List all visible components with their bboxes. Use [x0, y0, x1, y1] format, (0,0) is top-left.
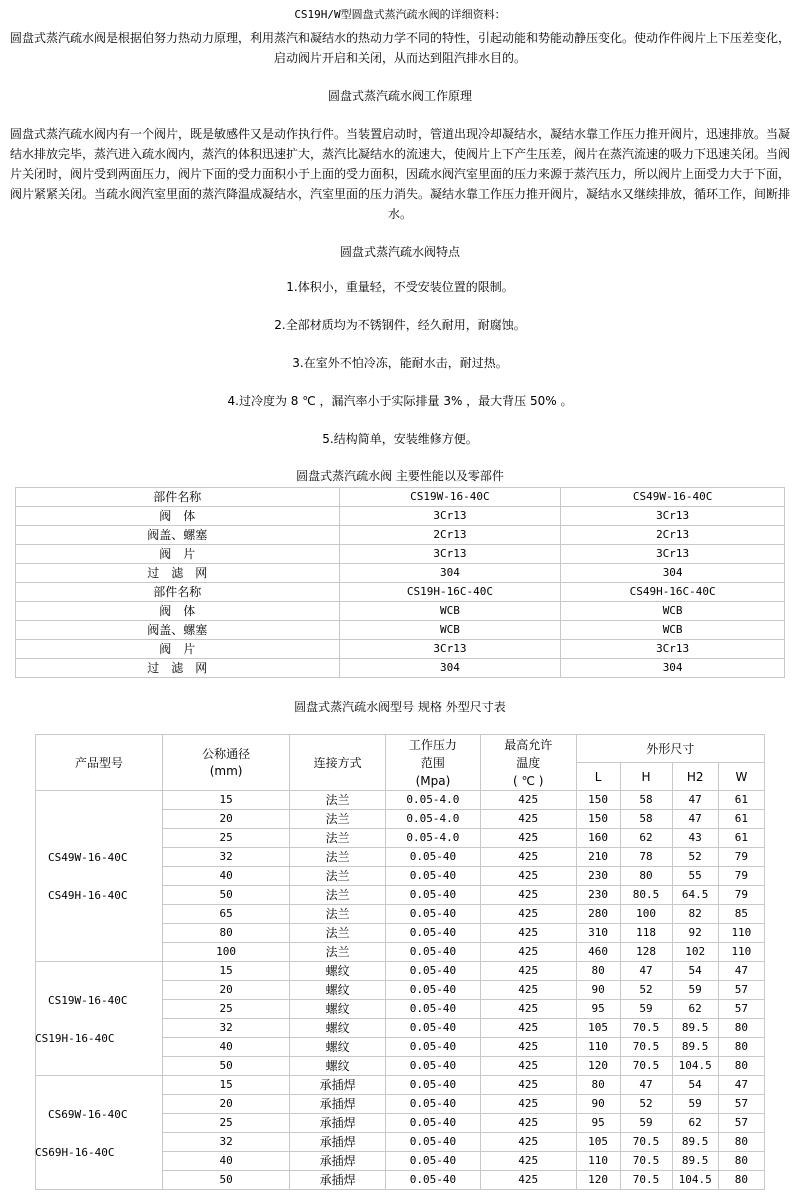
dim-W-cell: 57 — [718, 1095, 764, 1114]
dim-W-cell: 79 — [718, 886, 764, 905]
dim-W-cell: 57 — [718, 1114, 764, 1133]
dim-W-cell: 80 — [718, 1133, 764, 1152]
material-cell: 304 — [561, 564, 785, 583]
connection-cell: 螺纹 — [290, 1019, 386, 1038]
material-cell: CS49W-16-40C — [561, 488, 785, 507]
dim-W-cell: 80 — [718, 1171, 764, 1190]
part-name-cell: 阀 片 — [16, 545, 340, 564]
dim-H-cell: 58 — [620, 791, 672, 810]
pressure-cell: 0.05-40 — [386, 1057, 481, 1076]
dim-W-cell: 47 — [718, 1076, 764, 1095]
material-cell: WCB — [339, 621, 561, 640]
dim-H2-cell: 55 — [672, 867, 718, 886]
dn-cell: 15 — [163, 1076, 290, 1095]
dim-H-cell: 52 — [620, 981, 672, 1000]
material-cell: 3Cr13 — [339, 507, 561, 526]
connection-cell: 螺纹 — [290, 1000, 386, 1019]
part-name-cell: 阀盖、螺塞 — [16, 526, 340, 545]
dim-L-cell: 160 — [576, 829, 620, 848]
dim-H-cell: 58 — [620, 810, 672, 829]
model-name: CS19H-16-40C — [35, 1032, 115, 1045]
dn-cell: 40 — [163, 1152, 290, 1171]
feature-item: 1.体积小，重量轻，不受安装位置的限制。 — [286, 280, 514, 294]
header-pressure-line1: 工作压力 — [408, 737, 457, 752]
dim-L-cell: 230 — [576, 867, 620, 886]
dim-L-cell: 120 — [576, 1057, 620, 1076]
connection-cell: 承插焊 — [290, 1076, 386, 1095]
material-cell: 3Cr13 — [561, 640, 785, 659]
material-cell: 304 — [339, 564, 561, 583]
material-cell: 2Cr13 — [561, 526, 785, 545]
dim-L-cell: 110 — [576, 1038, 620, 1057]
connection-cell: 法兰 — [290, 829, 386, 848]
header-connection: 连接方式 — [290, 735, 386, 791]
connection-cell: 法兰 — [290, 924, 386, 943]
connection-cell: 法兰 — [290, 943, 386, 962]
material-cell: CS49H-16C-40C — [561, 583, 785, 602]
dim-W-cell: 79 — [718, 867, 764, 886]
pressure-cell: 0.05-40 — [386, 905, 481, 924]
temp-cell: 425 — [480, 1000, 576, 1019]
header-pressure-line3: (Mpa) — [415, 773, 451, 788]
dim-W-cell: 57 — [718, 981, 764, 1000]
dim-H-cell: 70.5 — [620, 1133, 672, 1152]
connection-cell: 法兰 — [290, 810, 386, 829]
model-group-cell — [36, 791, 163, 962]
pressure-cell: 0.05-40 — [386, 1076, 481, 1095]
header-H2: H2 — [672, 763, 718, 791]
dim-W-cell: 80 — [718, 1038, 764, 1057]
dn-cell: 25 — [163, 1114, 290, 1133]
dn-cell: 32 — [163, 1133, 290, 1152]
intro-paragraph: 圆盘式蒸汽疏水阀是根据伯努力热动力原理，利用蒸汽和凝结水的热动力学不同的特性，引起动能和势能动静压变化。使动作件阀片上下压差变化，启动阀片开启和关闭，从而达到阻汽排水目的。 — [10, 31, 791, 65]
dim-W-cell: 80 — [718, 1152, 764, 1171]
material-cell: WCB — [339, 602, 561, 621]
dim-H2-cell: 62 — [672, 1114, 718, 1133]
dim-H2-cell: 89.5 — [672, 1133, 718, 1152]
pressure-cell: 0.05-40 — [386, 1133, 481, 1152]
dim-W-cell: 61 — [718, 791, 764, 810]
dim-H-cell: 128 — [620, 943, 672, 962]
table-row — [16, 640, 785, 659]
header-L: L — [576, 763, 620, 791]
dim-W-cell: 79 — [718, 848, 764, 867]
dn-cell: 50 — [163, 886, 290, 905]
connection-cell: 法兰 — [290, 791, 386, 810]
pressure-cell: 0.05-40 — [386, 962, 481, 981]
pressure-cell: 0.05-40 — [386, 867, 481, 886]
connection-cell: 螺纹 — [290, 1057, 386, 1076]
connection-cell: 法兰 — [290, 848, 386, 867]
dn-cell: 80 — [163, 924, 290, 943]
material-cell: 304 — [339, 659, 561, 678]
temp-cell: 425 — [480, 1171, 576, 1190]
part-name-cell: 阀 片 — [16, 640, 340, 659]
dim-H-cell: 47 — [620, 962, 672, 981]
dim-L-cell: 110 — [576, 1152, 620, 1171]
pressure-cell: 0.05-40 — [386, 1171, 481, 1190]
pressure-cell: 0.05-40 — [386, 1152, 481, 1171]
dn-cell: 65 — [163, 905, 290, 924]
dim-H2-cell: 54 — [672, 962, 718, 981]
temp-cell: 425 — [480, 886, 576, 905]
material-cell: WCB — [561, 602, 785, 621]
dn-cell: 40 — [163, 867, 290, 886]
part-name-cell: 部件名称 — [16, 583, 340, 602]
dim-H-cell: 100 — [620, 905, 672, 924]
feature-item: 3.在室外不怕冷冻，能耐水击，耐过热。 — [292, 356, 508, 370]
dim-L-cell: 105 — [576, 1133, 620, 1152]
pressure-cell: 0.05-40 — [386, 886, 481, 905]
pressure-cell: 0.05-40 — [386, 1114, 481, 1133]
table-row — [16, 583, 785, 602]
dim-H2-cell: 89.5 — [672, 1152, 718, 1171]
dn-cell: 100 — [163, 943, 290, 962]
part-name-cell: 过 滤 网 — [16, 659, 340, 678]
header-temp — [480, 735, 576, 791]
table-row — [16, 545, 785, 564]
pressure-cell: 0.05-40 — [386, 943, 481, 962]
table-row — [16, 526, 785, 545]
temp-cell: 425 — [480, 791, 576, 810]
dim-H2-cell: 102 — [672, 943, 718, 962]
table-row — [36, 1076, 765, 1095]
dn-cell: 25 — [163, 1000, 290, 1019]
dim-H2-cell: 82 — [672, 905, 718, 924]
pressure-cell: 0.05-4.0 — [386, 791, 481, 810]
part-name-cell: 阀 体 — [16, 602, 340, 621]
table-row — [16, 602, 785, 621]
dim-W-cell: 110 — [718, 924, 764, 943]
table-row — [16, 488, 785, 507]
connection-cell: 法兰 — [290, 905, 386, 924]
material-cell: 304 — [561, 659, 785, 678]
connection-cell: 承插焊 — [290, 1133, 386, 1152]
dn-cell: 20 — [163, 981, 290, 1000]
dim-H2-cell: 47 — [672, 791, 718, 810]
dim-H2-cell: 59 — [672, 1095, 718, 1114]
dim-H-cell: 80 — [620, 867, 672, 886]
header-temp-line3: ( ℃ ) — [512, 773, 544, 788]
model-name: CS49H-16-40C — [48, 889, 128, 902]
connection-cell: 法兰 — [290, 886, 386, 905]
part-name-cell: 阀盖、螺塞 — [16, 621, 340, 640]
dim-H2-cell: 47 — [672, 810, 718, 829]
dim-L-cell: 120 — [576, 1171, 620, 1190]
dim-H-cell: 70.5 — [620, 1057, 672, 1076]
dim-H2-cell: 52 — [672, 848, 718, 867]
temp-cell: 425 — [480, 1076, 576, 1095]
page-title: CS19H/W型圆盘式蒸汽疏水阀的详细资料： — [294, 8, 506, 21]
pressure-cell: 0.05-40 — [386, 1019, 481, 1038]
dim-H2-cell: 89.5 — [672, 1038, 718, 1057]
dim-W-cell: 57 — [718, 1000, 764, 1019]
table-row — [16, 564, 785, 583]
part-name-cell: 过 滤 网 — [16, 564, 340, 583]
connection-cell: 承插焊 — [290, 1152, 386, 1171]
dim-L-cell: 150 — [576, 791, 620, 810]
table-row — [36, 962, 765, 981]
dim-H-cell: 47 — [620, 1076, 672, 1095]
table-row — [16, 659, 785, 678]
header-W: W — [718, 763, 764, 791]
dim-H-cell: 78 — [620, 848, 672, 867]
pressure-cell: 0.05-40 — [386, 924, 481, 943]
dim-W-cell: 80 — [718, 1057, 764, 1076]
pressure-cell: 0.05-40 — [386, 981, 481, 1000]
dim-H2-cell: 43 — [672, 829, 718, 848]
material-cell: 3Cr13 — [339, 640, 561, 659]
dim-H-cell: 70.5 — [620, 1152, 672, 1171]
material-cell: CS19W-16-40C — [339, 488, 561, 507]
header-dims: 外形尺寸 — [576, 735, 764, 763]
model-group-cell — [36, 1076, 163, 1190]
material-cell: CS19H-16C-40C — [339, 583, 561, 602]
dim-H2-cell: 59 — [672, 981, 718, 1000]
dn-cell: 32 — [163, 1019, 290, 1038]
dim-W-cell: 110 — [718, 943, 764, 962]
header-H: H — [620, 763, 672, 791]
dim-L-cell: 90 — [576, 1095, 620, 1114]
connection-cell: 承插焊 — [290, 1171, 386, 1190]
temp-cell: 425 — [480, 1057, 576, 1076]
dim-W-cell: 61 — [718, 829, 764, 848]
header-model: 产品型号 — [36, 735, 163, 791]
dn-cell: 20 — [163, 1095, 290, 1114]
temp-cell: 425 — [480, 1019, 576, 1038]
dn-cell: 15 — [163, 962, 290, 981]
parts-heading: 圆盘式蒸汽疏水阀 主要性能以及零部件 — [296, 469, 504, 483]
material-cell: 3Cr13 — [339, 545, 561, 564]
dim-W-cell: 47 — [718, 962, 764, 981]
pressure-cell: 0.05-40 — [386, 1095, 481, 1114]
dim-W-cell: 61 — [718, 810, 764, 829]
dim-L-cell: 460 — [576, 943, 620, 962]
temp-cell: 425 — [480, 829, 576, 848]
temp-cell: 425 — [480, 1114, 576, 1133]
temp-cell: 425 — [480, 924, 576, 943]
header-pressure-line2: 范围 — [420, 755, 445, 770]
dim-H2-cell: 89.5 — [672, 1019, 718, 1038]
dim-H-cell: 80.5 — [620, 886, 672, 905]
pressure-cell: 0.05-4.0 — [386, 829, 481, 848]
temp-cell: 425 — [480, 810, 576, 829]
dim-W-cell: 85 — [718, 905, 764, 924]
dim-L-cell: 150 — [576, 810, 620, 829]
dim-L-cell: 280 — [576, 905, 620, 924]
part-name-cell: 部件名称 — [16, 488, 340, 507]
dim-H-cell: 118 — [620, 924, 672, 943]
header-temp-line1: 最高允许 — [504, 737, 553, 752]
dim-L-cell: 105 — [576, 1019, 620, 1038]
model-name: CS49W-16-40C — [48, 851, 128, 864]
dim-H-cell: 59 — [620, 1114, 672, 1133]
table-row — [36, 791, 765, 810]
feature-item: 2.全部材质均为不锈钢件，经久耐用，耐腐蚀。 — [274, 318, 526, 332]
dn-cell: 25 — [163, 829, 290, 848]
header-dn-line2: (mm) — [209, 763, 243, 778]
dim-H2-cell: 54 — [672, 1076, 718, 1095]
dn-cell: 50 — [163, 1057, 290, 1076]
temp-cell: 425 — [480, 1133, 576, 1152]
model-name: CS19W-16-40C — [48, 994, 128, 1007]
connection-cell: 螺纹 — [290, 981, 386, 1000]
header-dn-line1: 公称通径 — [202, 746, 251, 761]
material-cell: 3Cr13 — [561, 507, 785, 526]
pressure-cell: 0.05-40 — [386, 1038, 481, 1057]
temp-cell: 425 — [480, 1095, 576, 1114]
dn-cell: 50 — [163, 1171, 290, 1190]
features-heading: 圆盘式蒸汽疏水阀特点 — [339, 245, 460, 259]
connection-cell: 螺纹 — [290, 962, 386, 981]
dn-cell: 40 — [163, 1038, 290, 1057]
model-name: CS69W-16-40C — [48, 1108, 128, 1121]
model-group-cell — [36, 962, 163, 1076]
dim-H2-cell: 104.5 — [672, 1171, 718, 1190]
table-row — [16, 507, 785, 526]
connection-cell: 承插焊 — [290, 1114, 386, 1133]
pressure-cell: 0.05-40 — [386, 1000, 481, 1019]
dim-L-cell: 95 — [576, 1000, 620, 1019]
table-row — [16, 621, 785, 640]
dim-L-cell: 310 — [576, 924, 620, 943]
dim-H2-cell: 92 — [672, 924, 718, 943]
dim-H2-cell: 62 — [672, 1000, 718, 1019]
dim-L-cell: 95 — [576, 1114, 620, 1133]
dim-W-cell: 80 — [718, 1019, 764, 1038]
connection-cell: 法兰 — [290, 867, 386, 886]
connection-cell: 螺纹 — [290, 1038, 386, 1057]
dim-H-cell: 70.5 — [620, 1038, 672, 1057]
dim-H-cell: 52 — [620, 1095, 672, 1114]
dim-L-cell: 80 — [576, 962, 620, 981]
dim-H2-cell: 64.5 — [672, 886, 718, 905]
temp-cell: 425 — [480, 1038, 576, 1057]
parts-table — [15, 487, 785, 678]
feature-item: 5.结构简单，安装维修方便。 — [322, 432, 478, 446]
dim-H-cell: 59 — [620, 1000, 672, 1019]
dn-cell: 32 — [163, 848, 290, 867]
model-name: CS69H-16-40C — [35, 1146, 115, 1159]
principle-paragraph: 圆盘式蒸汽疏水阀内有一个阀片，既是敏感件又是动作执行件。当装置启动时，管道出现冷却凝结水，凝结水靠工作压力推开阀片，迅速排放。当凝结水排放完毕，蒸汽进入疏水阀内，蒸汽的体积迅速扩大，蒸汽比凝结水的流速大，使阀片上下产生压差，阀片在蒸汽流速的吸力下迅速关闭。当阀片关闭时，阀片受到两面压力，阀片下面的受力面积小于上面的受力面积，因疏水阀汽室里面的压力来源于蒸汽压力，所以阀片上面受力大于下面，阀片紧紧关闭。当疏水阀汽室里面的蒸汽降温成凝结水，汽室里面的压力消失。凝结水靠工作压力推开阀片，凝结水又继续排放，循环工作，间断排水。 — [10, 127, 791, 221]
dim-L-cell: 90 — [576, 981, 620, 1000]
header-temp-line2: 温度 — [516, 755, 541, 770]
dim-L-cell: 210 — [576, 848, 620, 867]
dim-H-cell: 62 — [620, 829, 672, 848]
temp-cell: 425 — [480, 962, 576, 981]
principle-heading: 圆盘式蒸汽疏水阀工作原理 — [327, 89, 472, 103]
dim-H-cell: 70.5 — [620, 1171, 672, 1190]
feature-item: 4.过冷度为 8 ℃ ，漏汽率小于实际排量 3% ，最大背压 50% 。 — [227, 394, 573, 408]
temp-cell: 425 — [480, 848, 576, 867]
header-dn — [163, 735, 290, 791]
pressure-cell: 0.05-40 — [386, 848, 481, 867]
dim-H-cell: 70.5 — [620, 1019, 672, 1038]
pressure-cell: 0.05-4.0 — [386, 810, 481, 829]
dim-H2-cell: 104.5 — [672, 1057, 718, 1076]
temp-cell: 425 — [480, 943, 576, 962]
spec-heading: 圆盘式蒸汽疏水阀型号 规格 外型尺寸表 — [294, 700, 506, 714]
header-pressure — [386, 735, 481, 791]
dn-cell: 20 — [163, 810, 290, 829]
temp-cell: 425 — [480, 867, 576, 886]
temp-cell: 425 — [480, 1152, 576, 1171]
material-cell: 3Cr13 — [561, 545, 785, 564]
connection-cell: 承插焊 — [290, 1095, 386, 1114]
temp-cell: 425 — [480, 905, 576, 924]
part-name-cell: 阀 体 — [16, 507, 340, 526]
material-cell: WCB — [561, 621, 785, 640]
dim-L-cell: 80 — [576, 1076, 620, 1095]
spec-table — [35, 734, 765, 1190]
temp-cell: 425 — [480, 981, 576, 1000]
dn-cell: 15 — [163, 791, 290, 810]
dim-L-cell: 230 — [576, 886, 620, 905]
material-cell: 2Cr13 — [339, 526, 561, 545]
